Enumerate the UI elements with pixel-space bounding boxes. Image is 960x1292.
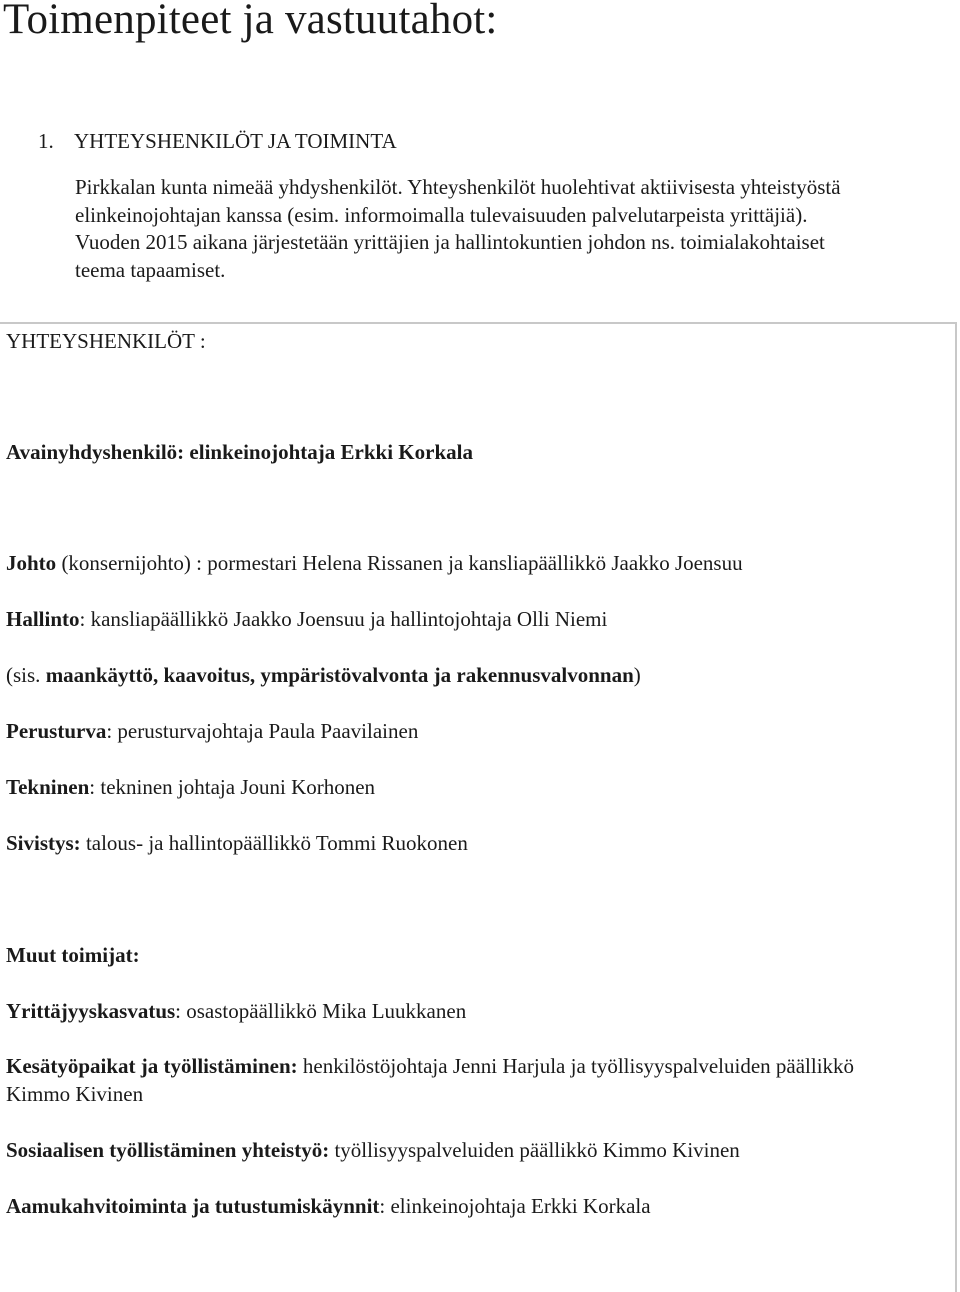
page-title: Toimenpiteet ja vastuutahot: xyxy=(3,0,498,43)
contact-label: Hallinto xyxy=(6,607,80,631)
actor-label: Sosiaalisen työllistäminen yhteistyö: xyxy=(6,1138,330,1162)
section-heading xyxy=(38,128,397,154)
hallinto-note xyxy=(6,662,641,690)
note-close: ) xyxy=(633,663,641,687)
key-contact-text: Avainyhdyshenkilö: elinkeinojohtaja Erkki Korkala xyxy=(6,440,473,464)
actor-yrittajyyskasvatus xyxy=(6,998,466,1026)
contact-hallinto xyxy=(6,606,607,634)
actor-sosiaalinen xyxy=(6,1137,740,1165)
section-number: 1. xyxy=(38,129,54,153)
section-title: YHTEYSHENKILÖT JA TOIMINTA xyxy=(74,129,397,153)
intro-line: elinkeinojohtajan kanssa (esim. informoimalla tulevaisuuden palvelutarpeista yrittäjiä). xyxy=(75,202,808,227)
contact-label: Perusturva xyxy=(6,719,107,743)
intro-paragraph xyxy=(75,174,955,284)
actor-aamukahvi xyxy=(6,1193,651,1221)
contact-text: : tekninen johtaja Jouni Korhonen xyxy=(89,775,376,799)
contact-label: Johto xyxy=(6,551,57,575)
key-contact xyxy=(6,439,473,467)
contact-text: talous- ja hallintopäällikkö Tommi Ruokonen xyxy=(80,831,468,855)
actor-label: Kesätyöpaikat ja työllistäminen: xyxy=(6,1054,298,1078)
intro-line: Pirkkalan kunta nimeää yhdyshenkilöt. Yhteyshenkilöt huolehtivat aktiivisesta yhteistyöstä xyxy=(75,175,841,199)
contact-label: Sivistys: xyxy=(6,831,81,855)
actor-kesatyopaikat xyxy=(6,1053,906,1108)
contacts-box xyxy=(0,322,957,1292)
other-actors-heading-text: Muut toimijat: xyxy=(6,943,140,967)
actor-text: : elinkeinojohtaja Erkki Korkala xyxy=(379,1194,651,1218)
intro-line: Vuoden 2015 aikana järjestetään yrittäjien ja hallintokuntien johdon ns. toimialakohtaiset xyxy=(75,230,825,254)
contact-perusturva xyxy=(6,718,418,746)
actor-text: työllisyyspalveluiden päällikkö Kimmo Kivinen xyxy=(329,1138,740,1162)
contact-tekninen xyxy=(6,774,375,802)
note-bold: maankäyttö, kaavoitus, ympäristövalvonta ja rakennusvalvonnan xyxy=(45,663,634,687)
actor-label: Aamukahvitoiminta ja tutustumiskäynnit xyxy=(6,1194,380,1218)
actor-text: : osastopäällikkö Mika Luukkanen xyxy=(175,999,467,1023)
contact-johto xyxy=(6,550,743,578)
actor-label: Yrittäjyyskasvatus xyxy=(6,999,176,1023)
intro-line: teema tapaamiset. xyxy=(75,257,226,282)
contact-text: (konsernijohto) : pormestari Helena Rissanen ja kansliapäällikkö Jaakko Joensuu xyxy=(56,551,743,575)
contact-label: Tekninen xyxy=(6,775,90,799)
contact-text: : kansliapäällikkö Jaakko Joensuu ja hallintojohtaja Olli Niemi xyxy=(79,607,608,631)
other-actors-heading xyxy=(6,942,140,970)
note-open: (sis. xyxy=(6,663,46,687)
actor-text: henkilöstöjohtaja Jenni Harjula ja työllisyyspalveluiden päällikkö Kimmo Kivinen xyxy=(6,1054,855,1106)
contact-text: : perusturvajohtaja Paula Paavilainen xyxy=(106,719,419,743)
contacts-heading: YHTEYSHENKILÖT : xyxy=(6,329,206,353)
contact-sivistys xyxy=(6,830,468,858)
